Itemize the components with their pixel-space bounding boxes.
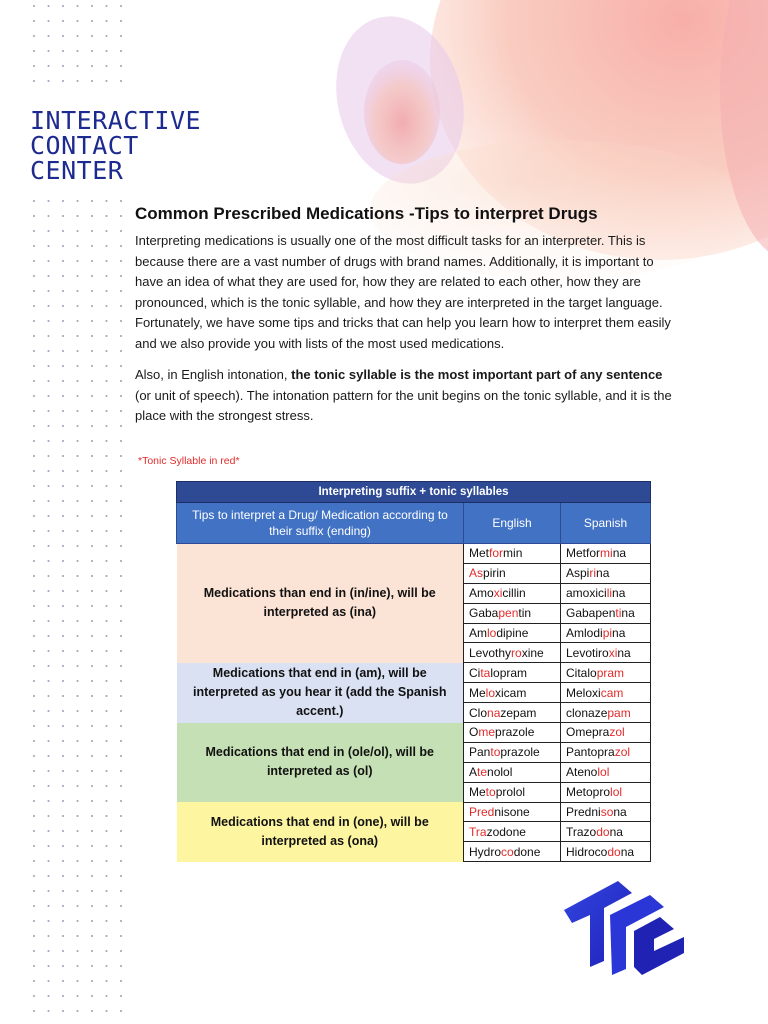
syllable-text: nisone: [494, 805, 530, 820]
spanish-drug-cell: [561, 544, 651, 564]
syllable-text: nolol: [487, 765, 513, 780]
syllable-text: O: [469, 725, 479, 740]
english-drug-cell: [464, 782, 561, 802]
syllable-text: min: [503, 546, 523, 561]
syllable-text: pirin: [483, 566, 506, 581]
syllable-text: prolol: [495, 785, 526, 800]
english-drug-cell: [464, 563, 561, 583]
syllable-text: na: [596, 566, 610, 581]
tonic-syllable: te: [477, 765, 488, 780]
syllable-text: Omepra: [566, 725, 610, 740]
syllable-text: Am: [469, 626, 487, 640]
intonation-text-bold: the tonic syllable is the most important part of any sentence: [291, 367, 663, 382]
tonic-syllable-note: *Tonic Syllable in red*: [138, 455, 240, 467]
tonic-syllable: xi: [608, 645, 618, 660]
tonic-syllable: to: [490, 745, 501, 760]
table-row: [177, 723, 651, 743]
syllable-text: Meloxi: [566, 685, 601, 700]
syllable-text: xicam: [495, 685, 527, 700]
syllable-text: tin: [518, 606, 532, 621]
syllable-text: Me: [469, 685, 486, 700]
intonation-paragraph: [135, 365, 680, 427]
spanish-drug-cell: [561, 703, 651, 723]
table-header-row: [177, 503, 651, 544]
syllable-text: prazole: [500, 745, 540, 760]
tonic-syllable: ri: [589, 566, 597, 581]
header-english: English: [464, 503, 561, 544]
spanish-drug-cell: [561, 683, 651, 703]
syllable-text: Metopro: [566, 785, 611, 800]
syllable-text: Met: [469, 546, 490, 561]
intonation-text-end: (or unit of speech). The intonation pattern for the unit begins on the tonic syllable, and it is the place with the strongest stress.: [135, 387, 672, 423]
spanish-drug-cell: [561, 782, 651, 802]
syllable-text: Pantopra: [566, 745, 615, 760]
tonic-syllable: lo: [487, 626, 497, 640]
tonic-syllable: to: [485, 785, 496, 800]
intonation-text-start: Also, in English intonation,: [135, 367, 292, 382]
tonic-syllable: zol: [609, 725, 625, 740]
tonic-syllable: cam: [600, 685, 624, 700]
syllable-text: Hidroco: [566, 844, 608, 859]
tonic-syllable: lol: [610, 785, 623, 800]
syllable-text: Trazo: [566, 824, 597, 839]
syllable-text: Levothy: [469, 645, 512, 660]
syllable-text: na: [609, 824, 623, 839]
suffix-rule-cell: Medications that end in (am), will be interpreted as you hear it (add the Spanish accent.): [177, 663, 464, 723]
english-drug-cell: [464, 703, 561, 723]
syllable-text: Clo: [469, 705, 488, 720]
tonic-syllable: xi: [493, 586, 503, 601]
table-title: Interpreting suffix + tonic syllables: [177, 482, 651, 503]
spanish-drug-cell: [561, 723, 651, 743]
syllable-text: Pan: [469, 745, 491, 760]
spanish-drug-cell: [561, 842, 651, 862]
tonic-syllable: ta: [480, 665, 491, 680]
article-title: Common Prescribed Medications -Tips to interpret Drugs: [135, 204, 598, 223]
english-drug-cell: [464, 802, 561, 822]
english-drug-cell: [464, 583, 561, 603]
syllable-text: na: [620, 844, 635, 859]
syllable-text: Levotiro: [566, 645, 609, 660]
brand-mark-icon: [560, 877, 690, 977]
tonic-syllable: lol: [597, 765, 610, 780]
english-drug-cell: [464, 842, 561, 862]
syllable-text: dipine: [496, 626, 529, 640]
tonic-syllable: pen: [498, 606, 519, 621]
tonic-syllable: na: [487, 705, 501, 720]
brand-logo-text: [30, 108, 201, 183]
spanish-drug-cell: [561, 583, 651, 603]
syllable-text: Gabapen: [566, 606, 616, 621]
syllable-text: Aspi: [566, 566, 590, 581]
syllable-text: na: [617, 645, 631, 660]
suffix-rule-cell: Medications than end in (in/ine), will be interpreted as (ina): [177, 544, 464, 663]
syllable-text: cillin: [502, 586, 526, 601]
syllable-text: A: [469, 765, 478, 780]
tonic-syllable: pi: [602, 626, 613, 640]
header-tips: Tips to interpret a Drug/ Medication according to their suffix (ending): [177, 503, 464, 544]
tonic-syllable: li: [606, 586, 613, 601]
table-row: [177, 544, 651, 564]
english-drug-cell: [464, 623, 561, 643]
english-drug-cell: [464, 544, 561, 564]
tonic-syllable: As: [469, 566, 484, 581]
tonic-syllable: Tra: [469, 824, 487, 839]
suffix-rule-cell: Medications that end in (ole/ol), will be interpreted as (ol): [177, 723, 464, 803]
brand-line-3: CENTER: [30, 156, 124, 185]
syllable-text: zodone: [486, 824, 526, 839]
syllable-text: zepam: [500, 705, 537, 720]
syllable-text: Gaba: [469, 606, 499, 621]
tonic-syllable: do: [607, 844, 621, 859]
syllable-text: prazole: [495, 725, 535, 740]
tonic-syllable: Pred: [469, 805, 495, 820]
syllable-text: Amo: [469, 586, 494, 601]
syllable-text: Predni: [566, 805, 601, 820]
spanish-drug-cell: [561, 762, 651, 782]
suffix-rule-cell: Medications that end in (one), will be interpreted as (ona): [177, 802, 464, 862]
english-drug-cell: [464, 723, 561, 743]
english-drug-cell: [464, 663, 561, 683]
syllable-text: Ci: [469, 665, 481, 680]
spanish-drug-cell: [561, 623, 651, 643]
english-drug-cell: [464, 603, 561, 623]
spanish-drug-cell: [561, 742, 651, 762]
spanish-drug-cell: [561, 822, 651, 842]
spanish-drug-cell: [561, 563, 651, 583]
syllable-text: na: [621, 606, 635, 621]
tonic-syllable: me: [478, 725, 496, 740]
syllable-text: na: [613, 805, 627, 820]
syllable-text: na: [612, 546, 627, 561]
syllable-text: lopram: [490, 665, 528, 680]
syllable-text: done: [513, 844, 541, 859]
table-row: [177, 663, 651, 683]
syllable-text: Me: [469, 785, 486, 800]
table-title-row: [177, 482, 651, 503]
syllable-text: xine: [521, 645, 544, 660]
syllable-text: Amlodi: [566, 626, 603, 640]
brand-line-2: CONTACT: [30, 131, 139, 160]
header-spanish: Spanish: [561, 503, 651, 544]
medication-table: [176, 481, 651, 862]
tonic-syllable: co: [501, 844, 514, 859]
english-drug-cell: [464, 822, 561, 842]
spanish-drug-cell: [561, 643, 651, 663]
spanish-drug-cell: [561, 603, 651, 623]
tonic-syllable: so: [600, 805, 614, 820]
tonic-syllable: lo: [485, 685, 496, 700]
syllable-text: clonaze: [566, 705, 608, 720]
tonic-syllable: do: [596, 824, 610, 839]
article-body: [135, 204, 680, 438]
brand-line-1: INTERACTIVE: [30, 106, 202, 135]
table-row: [177, 802, 651, 822]
tonic-syllable: for: [489, 546, 504, 561]
tonic-syllable: zol: [614, 745, 631, 760]
syllable-text: na: [612, 586, 626, 601]
tonic-syllable: pam: [607, 705, 631, 720]
english-drug-cell: [464, 643, 561, 663]
syllable-text: Citalo: [566, 665, 597, 680]
spanish-drug-cell: [561, 663, 651, 683]
syllable-text: amoxici: [566, 586, 607, 601]
syllable-text: na: [612, 626, 626, 640]
syllable-text: Metfor: [566, 546, 601, 561]
tonic-syllable: pram: [596, 665, 625, 680]
spanish-drug-cell: [561, 802, 651, 822]
intro-paragraph: Interpreting medications is usually one of the most difficult tasks for an interpreter. This is because there are a vast number of drugs with brand names. Additionally, it is important to have an idea of what they are used for, how they are related to each other, how they are pronounced, which is the tonic syllable, and how they are interpreted in the target language. Fortunately, we have some tips and tricks that can help you learn how to interpret them easily and we also provide you with lists of the most used medications.: [135, 233, 671, 351]
tonic-syllable: mi: [600, 546, 613, 561]
english-drug-cell: [464, 683, 561, 703]
syllable-text: Ateno: [566, 765, 598, 780]
tonic-syllable: ro: [511, 645, 522, 660]
tonic-syllable: ti: [615, 606, 622, 621]
syllable-text: Hydro: [469, 844, 502, 859]
english-drug-cell: [464, 742, 561, 762]
english-drug-cell: [464, 762, 561, 782]
